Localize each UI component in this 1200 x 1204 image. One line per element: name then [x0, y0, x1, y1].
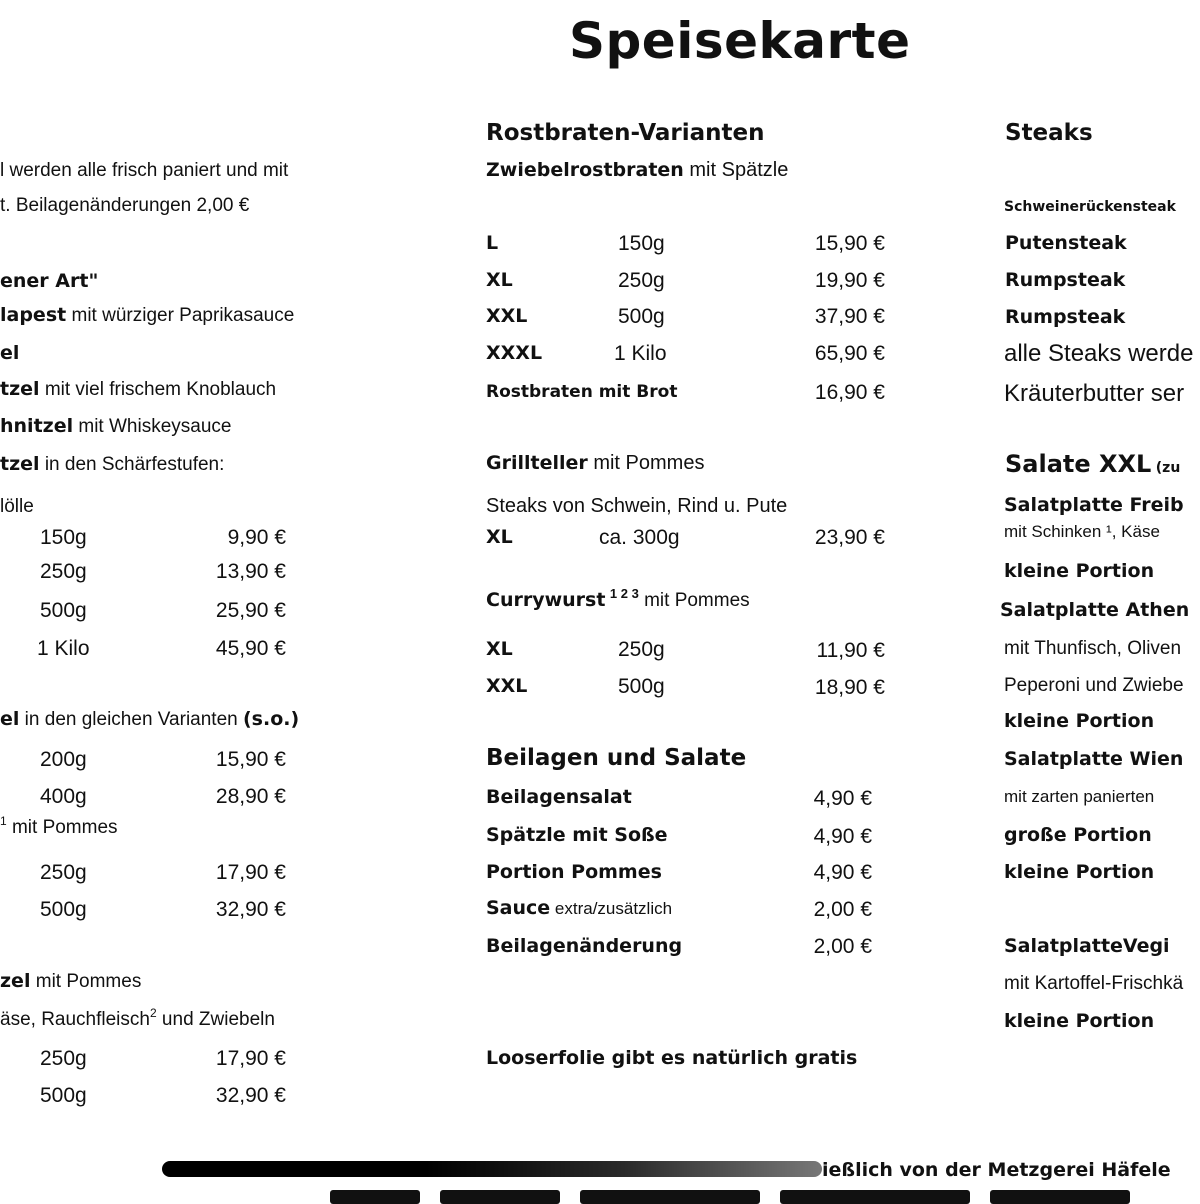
side-sauce — [486, 899, 672, 918]
looserfolie-note: Looserfolie gibt es natürlich gratis — [486, 1047, 858, 1069]
salad-wien: Salatplatte Wien — [1004, 748, 1184, 770]
dish-budapest — [0, 306, 294, 325]
salad-portion: große Portion — [1004, 824, 1152, 846]
footer-cut-text — [780, 1190, 970, 1204]
price: 18,90 € — [814, 676, 885, 699]
footer-obscuring-bar — [162, 1161, 822, 1177]
size-weight: 500g — [40, 1084, 87, 1107]
section-title: Salate XXL — [1005, 450, 1152, 478]
dish-so: (s.o.) — [243, 708, 300, 730]
price: 17,90 € — [215, 1047, 286, 1070]
size-weight: 250g — [618, 638, 665, 661]
salad-portion: kleine Portion — [1004, 861, 1155, 883]
dish-grillteller — [486, 453, 704, 473]
size-weight: 1 Kilo — [37, 637, 90, 660]
salad-vegi: SalatplatteVegi — [1004, 935, 1170, 957]
dish-desc: in den gleichen Varianten — [19, 709, 243, 730]
dish-desc: mit Pommes — [638, 590, 750, 611]
footer-cut-text — [440, 1190, 560, 1204]
price: 15,90 € — [215, 748, 286, 771]
steak-note-2: Kräuterbutter ser — [1004, 380, 1185, 407]
size-weight: 500g — [618, 675, 665, 698]
price: 45,90 € — [215, 637, 286, 660]
dish-name: Grillteller — [486, 452, 588, 474]
price: 19,90 € — [814, 269, 885, 292]
size-label: XXXL — [486, 342, 543, 364]
dish-desc: mit würziger Paprikasauce — [66, 305, 295, 326]
size-weight: 500g — [40, 898, 87, 921]
dish-wiener-art: ener Art" — [0, 270, 99, 292]
price: 4,90 € — [813, 861, 872, 884]
section-heading-steaks: Steaks — [1005, 120, 1093, 146]
dish-name: zel — [0, 970, 31, 992]
dish-desc: mit Spätzle — [683, 159, 789, 181]
footnote-mark: 2 — [149, 1006, 157, 1020]
dish-desc: mit Whiskeysauce — [73, 416, 232, 437]
price: 4,90 € — [813, 787, 872, 810]
salad-desc: mit zarten panierten — [1004, 787, 1155, 806]
section-heading-salate — [1005, 452, 1180, 476]
salad-desc: Peperoni und Zwiebe — [1004, 675, 1184, 696]
price: 28,90 € — [215, 785, 286, 808]
dish-knoblauch — [0, 380, 276, 399]
dish-varianten — [0, 710, 299, 729]
dish-rostbraten-brot: Rostbraten mit Brot — [486, 382, 678, 402]
dish-schaerfe — [0, 455, 224, 474]
salad-desc: mit Thunfisch, Oliven — [1004, 638, 1182, 659]
price: 23,90 € — [814, 526, 885, 549]
side-name: Sauce — [486, 897, 551, 919]
dish-currywurst — [486, 586, 750, 611]
dish-cut-el: el — [0, 342, 20, 364]
section-heading-rostbraten: Rostbraten-Varianten — [486, 120, 765, 146]
size-label: XXL — [486, 305, 528, 327]
dish-desc: mit Pommes — [587, 452, 705, 474]
size-weight: 500g — [40, 599, 87, 622]
price: 4,90 € — [813, 825, 872, 848]
page-title: Speisekarte — [569, 12, 911, 70]
dish-name: lapest — [0, 304, 67, 326]
steak-rumpsteak-1: Rumpsteak — [1005, 269, 1126, 291]
dish-name: Zwiebelrostbraten — [486, 159, 684, 181]
dish-desc: mit Pommes — [30, 971, 142, 992]
dish-pommes-1 — [0, 814, 118, 838]
price: 11,90 € — [816, 639, 885, 662]
dish-name: tzel — [0, 378, 40, 400]
side-desc: extra/zusätzlich — [550, 899, 673, 918]
footer-cut-text — [580, 1190, 760, 1204]
price: 32,90 € — [215, 1084, 286, 1107]
dish-grill-desc: Steaks von Schwein, Rind u. Pute — [486, 495, 788, 517]
size-weight: 150g — [40, 526, 87, 549]
size-weight: 500g — [618, 305, 665, 328]
size-label: XL — [486, 526, 513, 548]
dish-name: Currywurst — [486, 589, 606, 611]
size-weight: 250g — [40, 560, 87, 583]
footer-cut-text — [330, 1190, 420, 1204]
size-label: XL — [486, 638, 513, 660]
dish-sub-hoelle: lölle — [0, 496, 34, 517]
side-name: Beilagenänderung — [486, 935, 683, 957]
price: 25,90 € — [215, 599, 286, 622]
dish-name: hnitzel — [0, 415, 74, 437]
price: 65,90 € — [814, 342, 885, 365]
salad-desc: mit Kartoffel-Frischkä — [1004, 973, 1184, 994]
dish-name: el — [0, 708, 20, 730]
steak-putensteak: Putensteak — [1005, 232, 1127, 254]
price: 13,90 € — [215, 560, 286, 583]
size-weight: 250g — [40, 861, 87, 884]
dish-whiskey — [0, 417, 231, 436]
salad-athen: Salatplatte Athen — [1000, 599, 1190, 621]
size-weight: ca. 300g — [599, 526, 680, 549]
dish-desc: in den Schärfestufen: — [39, 454, 225, 475]
intro-line-1: l werden alle frisch paniert und mit — [0, 160, 289, 181]
size-weight: 250g — [40, 1047, 87, 1070]
dish-sub-rauchfleisch — [0, 1006, 275, 1030]
size-weight: 200g — [40, 748, 87, 771]
price: 37,90 € — [814, 305, 885, 328]
dish-desc: mit viel frischem Knoblauch — [39, 379, 277, 400]
size-label: L — [486, 232, 499, 254]
size-weight: 250g — [618, 269, 665, 292]
size-label: XL — [486, 269, 513, 291]
dish-name: tzel — [0, 453, 40, 475]
size-label: XXL — [486, 675, 528, 697]
steak-schweinerueckensteak: Schweinerückensteak — [1004, 199, 1176, 215]
section-heading-beilagen: Beilagen und Salate — [486, 745, 747, 771]
steak-rumpsteak-2: Rumpsteak — [1005, 306, 1126, 328]
side-name: Beilagensalat — [486, 786, 632, 808]
price: 32,90 € — [215, 898, 286, 921]
salad-desc: mit Schinken ¹, Käse — [1004, 522, 1160, 541]
footnote-mark: 1 — [0, 814, 7, 828]
dish-desc: und Zwiebeln — [156, 1009, 275, 1030]
footer-cut-text — [990, 1190, 1130, 1204]
dish-desc: mit Pommes — [6, 817, 118, 838]
footnote-mark: 1 2 3 — [609, 586, 639, 601]
dish-desc: äse, Rauchfleisch — [0, 1009, 150, 1030]
size-weight: 400g — [40, 785, 87, 808]
intro-line-2: t. Beilagenänderungen 2,00 € — [0, 195, 250, 216]
size-weight: 1 Kilo — [614, 342, 667, 365]
price: 2,00 € — [813, 935, 872, 958]
price: 15,90 € — [814, 232, 885, 255]
side-name: Spätzle mit Soße — [486, 824, 668, 846]
salad-portion: kleine Portion — [1004, 710, 1155, 732]
dish-zwiebelrostbraten — [486, 160, 788, 180]
salad-portion: kleine Portion — [1004, 1010, 1155, 1032]
price: 17,90 € — [215, 861, 286, 884]
size-weight: 150g — [618, 232, 665, 255]
steak-note-1: alle Steaks werde — [1004, 340, 1194, 367]
dish-pommes-2 — [0, 972, 141, 991]
side-name: Portion Pommes — [486, 861, 662, 883]
salad-freiburg: Salatplatte Freib — [1004, 494, 1184, 516]
section-note: (zu — [1155, 460, 1181, 476]
salad-portion: kleine Portion — [1004, 560, 1155, 582]
price: 16,90 € — [814, 381, 885, 404]
price: 2,00 € — [813, 898, 872, 921]
footer-line: ießlich von der Metzgerei Häfele — [822, 1159, 1171, 1181]
price: 9,90 € — [227, 526, 286, 549]
